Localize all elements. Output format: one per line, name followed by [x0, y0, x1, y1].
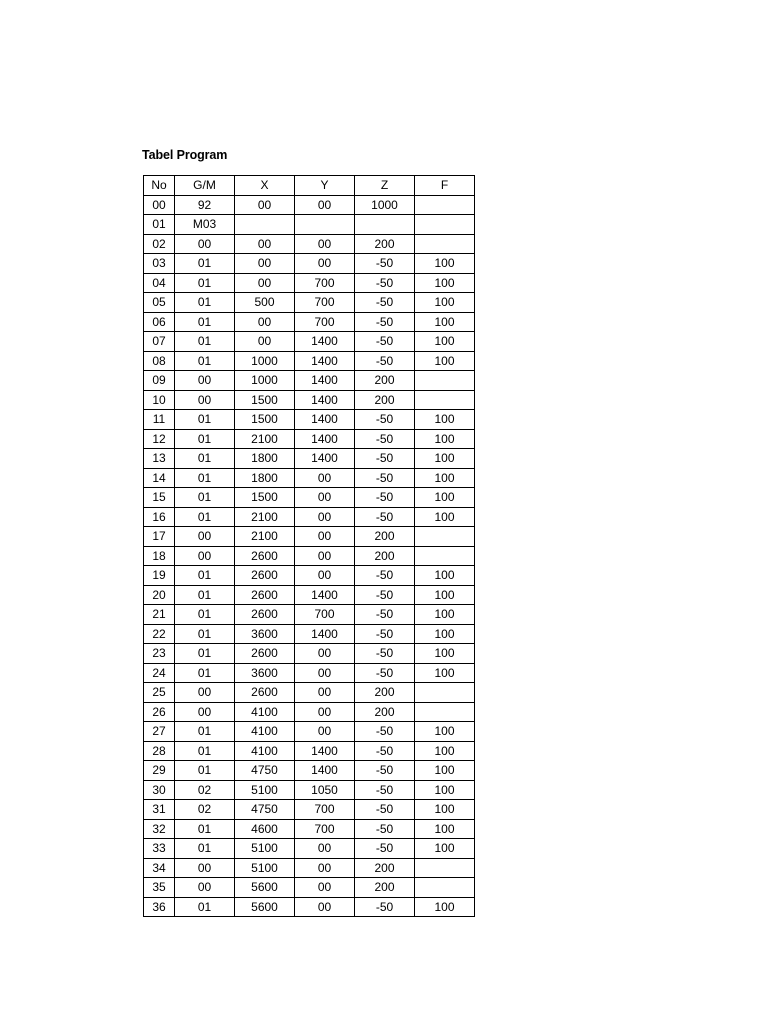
cell-x: 5100 [235, 858, 295, 878]
cell-no: 18 [144, 546, 175, 566]
header-x: X [235, 176, 295, 196]
cell-y: 1400 [295, 351, 355, 371]
cell-gm: 01 [175, 254, 235, 274]
cell-f [415, 215, 475, 235]
page-title: Tabel Program [142, 148, 228, 162]
cell-no: 02 [144, 234, 175, 254]
table-row [144, 254, 475, 274]
cell-f: 100 [415, 780, 475, 800]
cell-gm: 01 [175, 741, 235, 761]
cell-z: -50 [355, 800, 415, 820]
cell-z: 200 [355, 878, 415, 898]
cell-no: 15 [144, 488, 175, 508]
cell-y: 00 [295, 546, 355, 566]
cell-f: 100 [415, 429, 475, 449]
cell-gm: 01 [175, 410, 235, 430]
cell-y: 700 [295, 312, 355, 332]
cell-gm: 00 [175, 683, 235, 703]
cell-gm: 00 [175, 878, 235, 898]
cell-z: 200 [355, 390, 415, 410]
cell-y: 700 [295, 819, 355, 839]
cell-y: 1400 [295, 449, 355, 469]
cell-gm: M03 [175, 215, 235, 235]
cell-z: -50 [355, 605, 415, 625]
cell-z: -50 [355, 429, 415, 449]
cell-f: 100 [415, 819, 475, 839]
cell-x: 4100 [235, 702, 295, 722]
cell-f: 100 [415, 624, 475, 644]
table-row [144, 507, 475, 527]
table-row [144, 761, 475, 781]
cell-z: 200 [355, 702, 415, 722]
cell-y: 00 [295, 234, 355, 254]
cell-gm: 00 [175, 234, 235, 254]
cell-f: 100 [415, 332, 475, 352]
cell-x: 1800 [235, 449, 295, 469]
cell-z: 200 [355, 683, 415, 703]
cell-no: 21 [144, 605, 175, 625]
cell-gm: 01 [175, 566, 235, 586]
table-row [144, 897, 475, 917]
cell-z: -50 [355, 351, 415, 371]
cell-f: 100 [415, 605, 475, 625]
table-row [144, 624, 475, 644]
table-header [144, 176, 475, 196]
table-row [144, 429, 475, 449]
cell-gm: 01 [175, 312, 235, 332]
cell-f: 100 [415, 741, 475, 761]
cell-y: 00 [295, 722, 355, 742]
table-row [144, 546, 475, 566]
cell-x: 1000 [235, 351, 295, 371]
cell-no: 16 [144, 507, 175, 527]
cell-x: 1500 [235, 488, 295, 508]
cell-f: 100 [415, 351, 475, 371]
cell-f [415, 546, 475, 566]
cell-f: 100 [415, 488, 475, 508]
cell-z: 200 [355, 858, 415, 878]
cell-no: 05 [144, 293, 175, 313]
cell-z: -50 [355, 449, 415, 469]
cell-gm: 01 [175, 839, 235, 859]
cell-no: 08 [144, 351, 175, 371]
table-row [144, 663, 475, 683]
table-row [144, 566, 475, 586]
cell-f [415, 702, 475, 722]
cell-x: 2100 [235, 429, 295, 449]
table-row [144, 273, 475, 293]
cell-f: 100 [415, 722, 475, 742]
cell-x: 00 [235, 254, 295, 274]
cell-f: 100 [415, 839, 475, 859]
cell-f: 100 [415, 800, 475, 820]
cell-x: 4750 [235, 800, 295, 820]
cell-no: 26 [144, 702, 175, 722]
cell-x: 00 [235, 234, 295, 254]
cell-f: 100 [415, 293, 475, 313]
cell-x [235, 215, 295, 235]
cell-x: 5600 [235, 897, 295, 917]
cell-z: -50 [355, 722, 415, 742]
cell-y: 00 [295, 507, 355, 527]
cell-z: -50 [355, 468, 415, 488]
cell-no: 28 [144, 741, 175, 761]
cell-gm: 01 [175, 897, 235, 917]
cell-f: 100 [415, 585, 475, 605]
cell-y: 1400 [295, 741, 355, 761]
cell-gm: 01 [175, 722, 235, 742]
cell-f: 100 [415, 468, 475, 488]
table-row [144, 312, 475, 332]
cell-no: 03 [144, 254, 175, 274]
table-row [144, 585, 475, 605]
cell-f: 100 [415, 312, 475, 332]
cell-x: 2100 [235, 507, 295, 527]
cell-x: 5100 [235, 839, 295, 859]
cell-f: 100 [415, 254, 475, 274]
cell-x: 5600 [235, 878, 295, 898]
cell-x: 2600 [235, 585, 295, 605]
cell-f: 100 [415, 566, 475, 586]
cell-gm: 01 [175, 624, 235, 644]
cell-z: -50 [355, 566, 415, 586]
table-row [144, 741, 475, 761]
cell-f [415, 234, 475, 254]
header-no: No [144, 176, 175, 196]
cell-gm: 92 [175, 195, 235, 215]
cell-gm: 00 [175, 371, 235, 391]
cell-z: 200 [355, 527, 415, 547]
cell-f: 100 [415, 644, 475, 664]
cell-no: 11 [144, 410, 175, 430]
cell-z: -50 [355, 488, 415, 508]
cell-z: -50 [355, 293, 415, 313]
cell-x: 2600 [235, 605, 295, 625]
cell-no: 17 [144, 527, 175, 547]
table-row [144, 605, 475, 625]
table-row [144, 800, 475, 820]
cell-x: 00 [235, 312, 295, 332]
cell-gm: 01 [175, 663, 235, 683]
cell-x: 1500 [235, 390, 295, 410]
cell-y: 00 [295, 878, 355, 898]
cell-x: 2600 [235, 644, 295, 664]
cell-y: 00 [295, 839, 355, 859]
table-row [144, 351, 475, 371]
cell-z: -50 [355, 312, 415, 332]
cell-x: 1000 [235, 371, 295, 391]
cell-y: 00 [295, 195, 355, 215]
cell-x: 5100 [235, 780, 295, 800]
cell-z: -50 [355, 507, 415, 527]
table-row [144, 878, 475, 898]
cell-gm: 01 [175, 351, 235, 371]
header-z: Z [355, 176, 415, 196]
cell-y: 700 [295, 605, 355, 625]
cell-z: 200 [355, 546, 415, 566]
cell-f: 100 [415, 410, 475, 430]
cell-no: 22 [144, 624, 175, 644]
cell-no: 13 [144, 449, 175, 469]
table-row [144, 234, 475, 254]
table-row [144, 858, 475, 878]
cell-x: 2600 [235, 683, 295, 703]
cell-gm: 01 [175, 429, 235, 449]
cell-no: 29 [144, 761, 175, 781]
cell-gm: 01 [175, 819, 235, 839]
cell-y: 00 [295, 683, 355, 703]
cell-y: 00 [295, 663, 355, 683]
cell-gm: 01 [175, 488, 235, 508]
cell-no: 09 [144, 371, 175, 391]
cell-f: 100 [415, 663, 475, 683]
cell-z: -50 [355, 761, 415, 781]
cell-f [415, 527, 475, 547]
cell-f [415, 858, 475, 878]
cell-gm: 00 [175, 546, 235, 566]
cell-z: -50 [355, 585, 415, 605]
table-row [144, 819, 475, 839]
cell-no: 19 [144, 566, 175, 586]
cell-z: 1000 [355, 195, 415, 215]
cell-y: 1050 [295, 780, 355, 800]
table-row [144, 195, 475, 215]
cell-x: 4600 [235, 819, 295, 839]
cell-gm: 00 [175, 390, 235, 410]
cell-f [415, 195, 475, 215]
cell-x: 2600 [235, 546, 295, 566]
cell-x: 4100 [235, 722, 295, 742]
cell-y: 700 [295, 273, 355, 293]
cell-x: 3600 [235, 624, 295, 644]
cell-z: -50 [355, 410, 415, 430]
cell-no: 23 [144, 644, 175, 664]
table-row [144, 371, 475, 391]
table-row [144, 468, 475, 488]
cell-y: 00 [295, 897, 355, 917]
cell-gm: 01 [175, 585, 235, 605]
cell-y: 00 [295, 702, 355, 722]
cell-f: 100 [415, 507, 475, 527]
cell-gm: 01 [175, 507, 235, 527]
cell-f [415, 371, 475, 391]
cell-y: 1400 [295, 410, 355, 430]
cell-f [415, 683, 475, 703]
cell-no: 36 [144, 897, 175, 917]
cell-no: 31 [144, 800, 175, 820]
cell-y: 1400 [295, 429, 355, 449]
cell-y: 00 [295, 527, 355, 547]
table-row [144, 449, 475, 469]
cell-x: 00 [235, 332, 295, 352]
cell-z: -50 [355, 332, 415, 352]
cell-x: 00 [235, 273, 295, 293]
table-row [144, 390, 475, 410]
program-table [143, 175, 475, 917]
cell-z: -50 [355, 644, 415, 664]
cell-gm: 01 [175, 449, 235, 469]
cell-z: -50 [355, 819, 415, 839]
cell-no: 01 [144, 215, 175, 235]
cell-gm: 01 [175, 761, 235, 781]
cell-no: 06 [144, 312, 175, 332]
cell-no: 14 [144, 468, 175, 488]
cell-no: 12 [144, 429, 175, 449]
cell-x: 00 [235, 195, 295, 215]
cell-y: 1400 [295, 371, 355, 391]
cell-z: 200 [355, 371, 415, 391]
cell-z: -50 [355, 273, 415, 293]
cell-gm: 01 [175, 644, 235, 664]
cell-gm: 01 [175, 293, 235, 313]
table-row [144, 839, 475, 859]
table-row [144, 410, 475, 430]
cell-z: -50 [355, 254, 415, 274]
cell-x: 1500 [235, 410, 295, 430]
cell-no: 20 [144, 585, 175, 605]
cell-no: 25 [144, 683, 175, 703]
table-row [144, 702, 475, 722]
cell-x: 1800 [235, 468, 295, 488]
table-row [144, 683, 475, 703]
table-row [144, 527, 475, 547]
cell-z: 200 [355, 234, 415, 254]
cell-z [355, 215, 415, 235]
cell-f: 100 [415, 273, 475, 293]
cell-no: 24 [144, 663, 175, 683]
table-row [144, 293, 475, 313]
cell-x: 2100 [235, 527, 295, 547]
cell-z: -50 [355, 741, 415, 761]
cell-gm: 02 [175, 800, 235, 820]
table-row [144, 780, 475, 800]
table-body [144, 195, 475, 917]
cell-no: 10 [144, 390, 175, 410]
cell-no: 07 [144, 332, 175, 352]
cell-no: 04 [144, 273, 175, 293]
cell-y: 00 [295, 858, 355, 878]
cell-no: 33 [144, 839, 175, 859]
cell-z: -50 [355, 780, 415, 800]
cell-y: 700 [295, 293, 355, 313]
cell-y: 1400 [295, 761, 355, 781]
cell-z: -50 [355, 897, 415, 917]
cell-no: 30 [144, 780, 175, 800]
header-y: Y [295, 176, 355, 196]
cell-x: 500 [235, 293, 295, 313]
cell-gm: 00 [175, 858, 235, 878]
cell-gm: 01 [175, 605, 235, 625]
header-gm: G/M [175, 176, 235, 196]
cell-x: 2600 [235, 566, 295, 586]
cell-gm: 01 [175, 468, 235, 488]
cell-y: 00 [295, 644, 355, 664]
cell-gm: 00 [175, 702, 235, 722]
table-row [144, 332, 475, 352]
cell-no: 00 [144, 195, 175, 215]
header-f: F [415, 176, 475, 196]
cell-y: 00 [295, 254, 355, 274]
cell-z: -50 [355, 624, 415, 644]
cell-y: 1400 [295, 624, 355, 644]
cell-no: 35 [144, 878, 175, 898]
cell-x: 3600 [235, 663, 295, 683]
cell-y [295, 215, 355, 235]
cell-no: 27 [144, 722, 175, 742]
cell-gm: 01 [175, 332, 235, 352]
cell-f [415, 878, 475, 898]
cell-y: 1400 [295, 390, 355, 410]
cell-no: 34 [144, 858, 175, 878]
table-row [144, 488, 475, 508]
cell-y: 00 [295, 468, 355, 488]
cell-y: 700 [295, 800, 355, 820]
cell-gm: 02 [175, 780, 235, 800]
table-row [144, 722, 475, 742]
cell-f: 100 [415, 449, 475, 469]
cell-y: 00 [295, 566, 355, 586]
cell-x: 4750 [235, 761, 295, 781]
cell-f [415, 390, 475, 410]
cell-f: 100 [415, 897, 475, 917]
cell-gm: 01 [175, 273, 235, 293]
header-row [144, 176, 475, 196]
cell-x: 4100 [235, 741, 295, 761]
cell-f: 100 [415, 761, 475, 781]
table-row [144, 215, 475, 235]
cell-y: 00 [295, 488, 355, 508]
cell-z: -50 [355, 839, 415, 859]
cell-gm: 00 [175, 527, 235, 547]
cell-no: 32 [144, 819, 175, 839]
table-row [144, 644, 475, 664]
cell-z: -50 [355, 663, 415, 683]
cell-y: 1400 [295, 585, 355, 605]
cell-y: 1400 [295, 332, 355, 352]
